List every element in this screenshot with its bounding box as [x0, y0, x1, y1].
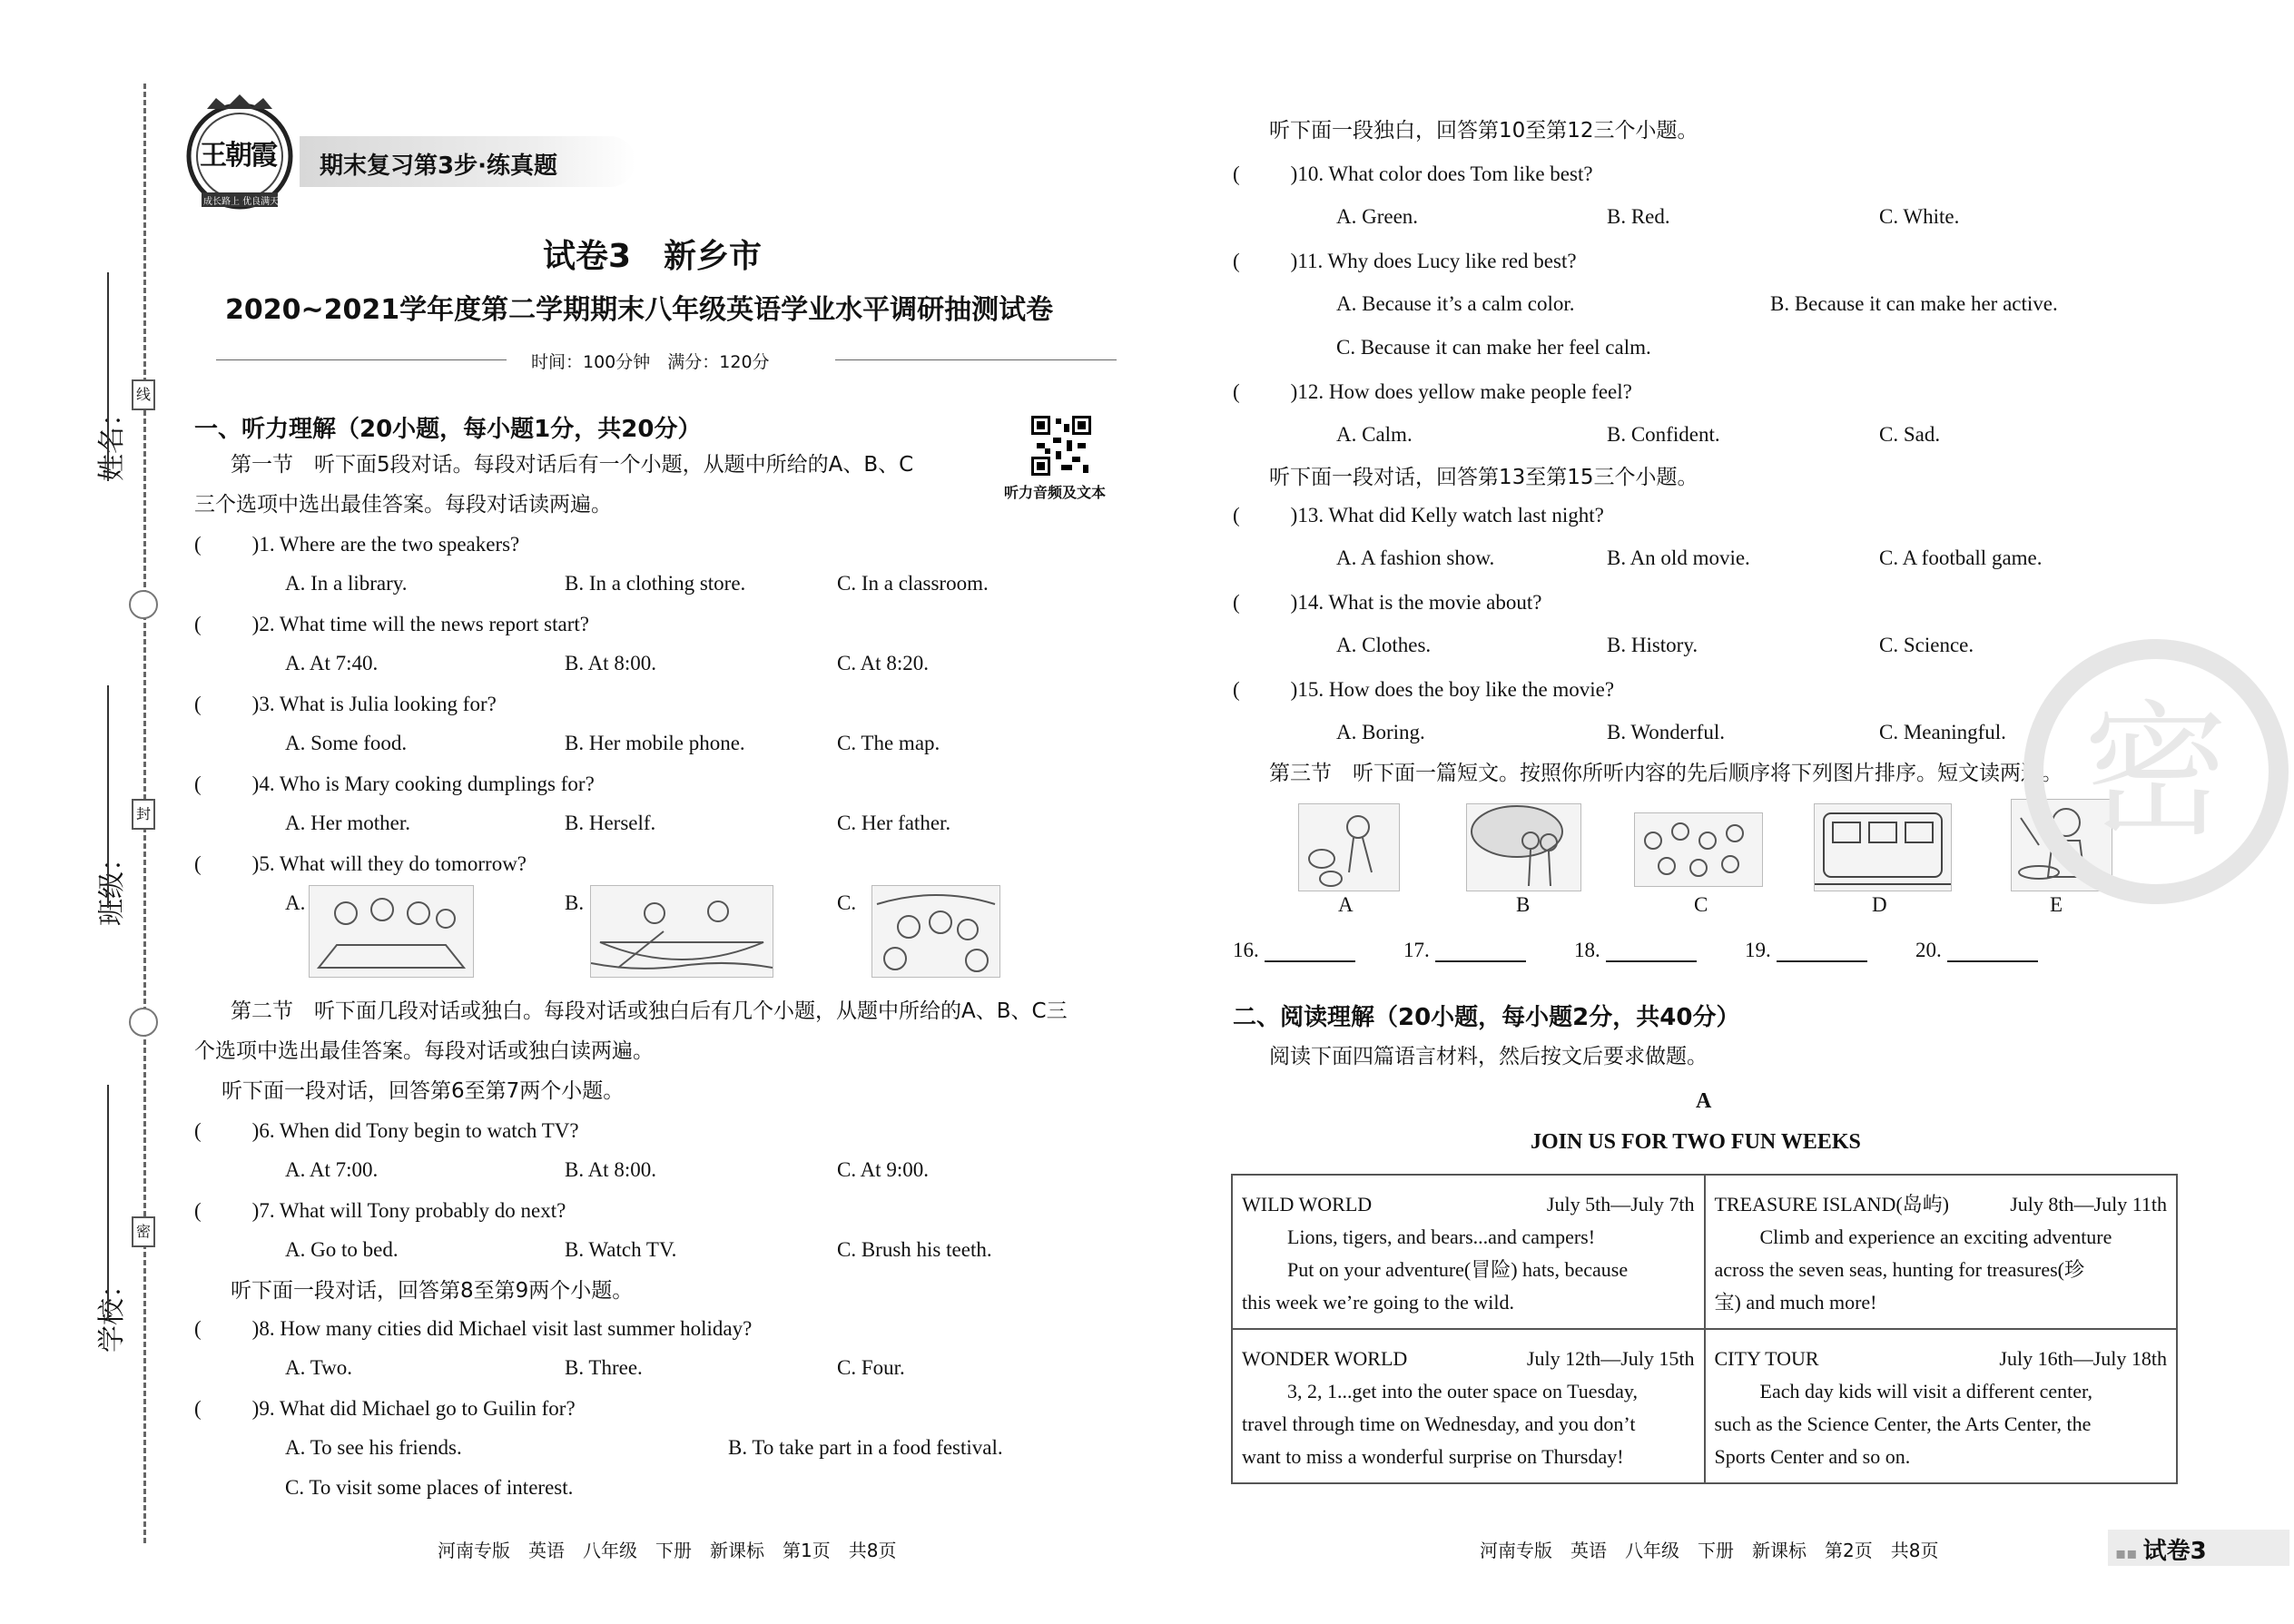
cell-line: such as the Science Center, the Arts Center, the [1714, 1412, 2092, 1435]
answer-blank-16[interactable]: 16. [1233, 939, 1355, 962]
cell-line: Each day kids will visit a different center, [1759, 1380, 2092, 1403]
divider-right [835, 359, 1117, 360]
question-12: ( )12. How does yellow make people feel? [1233, 380, 1632, 403]
cell-date: July 8th—July 11th [2010, 1193, 2167, 1216]
question-1: ( )1. Where are the two speakers? [194, 533, 520, 556]
q7-option-b: B. Watch TV. [565, 1238, 677, 1261]
part2-heading: 二、阅读理解（20小题，每小题2分，共40分） [1233, 1004, 1740, 1031]
q11-option-a: A. Because it’s a calm color. [1336, 292, 1575, 315]
q15-option-a: A. Boring. [1336, 721, 1425, 743]
question-10: ( )10. What color does Tom like best? [1233, 162, 1593, 185]
brand-name: 王朝霞 [200, 140, 276, 172]
part1-heading: 一、听力理解（20小题，每小题1分，共20分） [194, 416, 702, 443]
cell-date: July 12th—July 15th [1526, 1347, 1695, 1370]
qr-code[interactable] [1031, 416, 1091, 476]
binding-hole-marker [129, 1008, 158, 1037]
footer-left: 河南专版 英语 八年级 下册 新课标 第1页 共8页 [438, 1540, 897, 1561]
question-3: ( )3. What is Julia looking for? [194, 693, 497, 715]
part2-intro: 阅读下面四篇语言材料，然后按文后要求做题。 [1269, 1045, 1708, 1068]
q6-option-a: A. At 7:00. [285, 1158, 379, 1181]
picture-d-train [1814, 803, 1952, 891]
question-13: ( )13. What did Kelly watch last night? [1233, 504, 1604, 527]
cell-line: Sports Center and so on. [1714, 1445, 1911, 1468]
q14-option-c: C. Science. [1879, 634, 1974, 656]
intro-q13-15: 听下面一段对话，回答第13至第15三个小题。 [1269, 466, 1698, 489]
q6-option-b: B. At 8:00. [565, 1158, 656, 1181]
cell-title: WONDER WORLD [1242, 1347, 1408, 1370]
intro-q6-7: 听下面一段对话，回答第6至第7两个小题。 [222, 1079, 625, 1103]
cell-line: 宝) and much more! [1714, 1291, 1877, 1314]
paper-title: 试卷3 新乡市 [543, 238, 763, 275]
cell-title: CITY TOUR [1714, 1347, 1819, 1370]
q11-option-c: C. Because it can make her feel calm. [1336, 336, 1651, 359]
q6-option-c: C. At 9:00. [837, 1158, 929, 1181]
footer-right: 河南专版 英语 八年级 下册 新课标 第2页 共8页 [1480, 1540, 1939, 1561]
pic-label-a: A [1338, 893, 1354, 916]
q4-option-c: C. Her father. [837, 812, 951, 834]
cell-line: 3, 2, 1...get into the outer space on Tuesday, [1287, 1380, 1638, 1403]
question-6: ( )6. When did Tony begin to watch TV? [194, 1119, 579, 1142]
q9-option-b: B. To take part in a food festival. [728, 1436, 1003, 1459]
binding-hole-marker [129, 590, 158, 619]
name-field[interactable] [107, 272, 109, 481]
passage-title: JOIN US FOR TWO FUN WEEKS [1531, 1130, 1861, 1154]
q3-option-a: A. Some food. [285, 732, 408, 754]
cell-date: July 16th—July 18th [1999, 1347, 2167, 1370]
boating-picture [590, 885, 773, 978]
cell-line: travel through time on Wednesday, and you don’t [1242, 1412, 1636, 1435]
class-label: 班级： [96, 844, 128, 926]
answer-blank-20[interactable]: 20. [1915, 939, 2038, 962]
q14-option-b: B. History. [1607, 634, 1698, 656]
question-2: ( )2. What time will the news report start? [194, 613, 589, 635]
cell-wild-world [1232, 1175, 1705, 1329]
school-label: 学校： [96, 1271, 128, 1353]
question-15: ( )15. How does the boy like the movie? [1233, 678, 1615, 701]
sec2-instruction-1: 第二节 听下面几段对话或独白。每段对话或独白后有几个小题，从题中所给的A、B、C三 [231, 999, 1068, 1023]
q12-option-a: A. Calm. [1336, 423, 1413, 446]
q4-option-a: A. Her mother. [285, 812, 410, 834]
q13-option-c: C. A football game. [1879, 546, 2043, 569]
answer-blank-19[interactable]: 19. [1745, 939, 1867, 962]
picture-b-two-kids [1466, 803, 1581, 891]
cell-line: want to miss a wonderful surprise on Thursday! [1242, 1445, 1624, 1468]
pic-label-e: E [2050, 893, 2063, 916]
car-trip-picture [871, 885, 1000, 978]
q1-option-b: B. In a clothing store. [565, 572, 746, 595]
passage-letter: A [1696, 1089, 1712, 1113]
q8-option-b: B. Three. [565, 1356, 643, 1379]
q14-option-a: A. Clothes. [1336, 634, 1432, 656]
cell-title: WILD WORLD [1242, 1193, 1373, 1216]
q7-option-c: C. Brush his teeth. [837, 1238, 992, 1261]
pic-label-c: C [1694, 893, 1708, 916]
sec3-instruction: 第三节 听下面一篇短文。按照你所听内容的先后顺序将下列图片排序。短文读两遍。 [1269, 762, 2063, 785]
question-7: ( )7. What will Tony probably do next? [194, 1199, 566, 1222]
q5-option-b: B. [565, 891, 585, 914]
time-info: 时间：100分钟 满分：120分 [531, 352, 770, 372]
camp-schedule-table [1231, 1174, 2178, 1484]
q10-option-a: A. Green. [1336, 205, 1419, 228]
q9-option-c: C. To visit some places of interest. [285, 1476, 574, 1499]
cell-title: TREASURE ISLAND(岛屿) [1714, 1193, 1949, 1216]
step-badge: 期末复习第3步·练真题 [320, 153, 557, 180]
q8-option-c: C. Four. [837, 1356, 905, 1379]
q10-option-b: B. Red. [1607, 205, 1670, 228]
q10-option-c: C. White. [1879, 205, 1960, 228]
answer-blank-17[interactable]: 17. [1403, 939, 1526, 962]
q2-option-a: A. At 7:40. [285, 652, 379, 674]
cell-line: across the seven seas, hunting for treasures(珍 [1714, 1258, 2084, 1281]
picture-c-scattered-items [1634, 812, 1763, 887]
q13-option-b: B. An old movie. [1607, 546, 1750, 569]
q3-option-c: C. The map. [837, 732, 940, 754]
picture-a-chickens [1298, 803, 1400, 891]
cell-city-tour [1705, 1329, 2178, 1483]
q15-option-b: B. Wonderful. [1607, 721, 1725, 743]
sec2-instruction-2: 个选项中选出最佳答案。每段对话或独白读两遍。 [194, 1039, 654, 1063]
q9-option-a: A. To see his friends. [285, 1436, 462, 1459]
brand-slogan: 成长路上 优良满天 [203, 197, 280, 207]
intro-q10-12: 听下面一段独白，回答第10至第12三个小题。 [1269, 119, 1698, 143]
q4-option-b: B. Herself. [565, 812, 656, 834]
picnic-picture [309, 885, 474, 978]
q5-option-a: A. [285, 891, 306, 914]
question-4: ( )4. Who is Mary cooking dumplings for? [194, 773, 595, 795]
cell-wonder-world [1232, 1329, 1705, 1483]
cell-date: July 5th—July 7th [1546, 1193, 1695, 1216]
pic-label-b: B [1516, 893, 1531, 916]
q7-option-a: A. Go to bed. [285, 1238, 399, 1261]
seal-char-mi: 密 [132, 1216, 155, 1247]
q11-option-b: B. Because it can make her active. [1770, 292, 2058, 315]
question-5: ( )5. What will they do tomorrow? [194, 852, 527, 875]
secret-watermark-icon [2020, 635, 2292, 908]
answer-blank-18[interactable]: 18. [1574, 939, 1697, 962]
q2-option-c: C. At 8:20. [837, 652, 929, 674]
intro-q8-9: 听下面一段对话，回答第8至第9两个小题。 [231, 1279, 634, 1303]
divider-left [216, 359, 507, 360]
sec1-instruction-1: 第一节 听下面5段对话。每段对话后有一个小题，从题中所给的A、B、C [231, 453, 914, 477]
q1-option-c: C. In a classroom. [837, 572, 989, 595]
paper-subtitle: 2020~2021学年度第二学期期末八年级英语学业水平调研抽测试卷 [225, 294, 1054, 326]
q15-option-c: C. Meaningful. [1879, 721, 2006, 743]
name-label: 姓名： [96, 399, 128, 481]
cell-treasure-island [1705, 1175, 2178, 1329]
seal-char-feng: 封 [132, 799, 155, 830]
q5-option-c: C. [837, 891, 857, 914]
seal-char-xian: 线 [132, 379, 155, 410]
q1-option-a: A. In a library. [285, 572, 408, 595]
school-field[interactable] [107, 1085, 109, 1321]
q12-option-b: B. Confident. [1607, 423, 1720, 446]
brand-logo [180, 91, 300, 211]
q8-option-a: A. Two. [285, 1356, 352, 1379]
qr-label: 听力音频及文本 [1004, 484, 1107, 501]
q12-option-c: C. Sad. [1879, 423, 1941, 446]
cell-line: Lions, tigers, and bears...and campers! [1287, 1225, 1596, 1248]
cell-line: this week we’re going to the wild. [1242, 1291, 1514, 1314]
watermark-char: 密 [2082, 686, 2230, 856]
q2-option-b: B. At 8:00. [565, 652, 656, 674]
question-8: ( )8. How many cities did Michael visit last summer holiday? [194, 1317, 753, 1340]
sec1-instruction-2: 三个选项中选出最佳答案。每段对话读两遍。 [194, 493, 612, 517]
cell-line: Climb and experience an exciting adventure [1759, 1225, 2112, 1248]
class-field[interactable] [107, 685, 109, 908]
question-14: ( )14. What is the movie about? [1233, 591, 1542, 614]
q13-option-a: A. A fashion show. [1336, 546, 1495, 569]
cell-line: Put on your adventure(冒险) hats, because [1287, 1258, 1629, 1281]
question-9: ( )9. What did Michael go to Guilin for? [194, 1397, 576, 1420]
pic-label-d: D [1872, 893, 1887, 916]
q3-option-b: B. Her mobile phone. [565, 732, 745, 754]
question-11: ( )11. Why does Lucy like red best? [1233, 250, 1577, 272]
footer-tag: ▪▪ 试卷3 [2115, 1538, 2207, 1565]
